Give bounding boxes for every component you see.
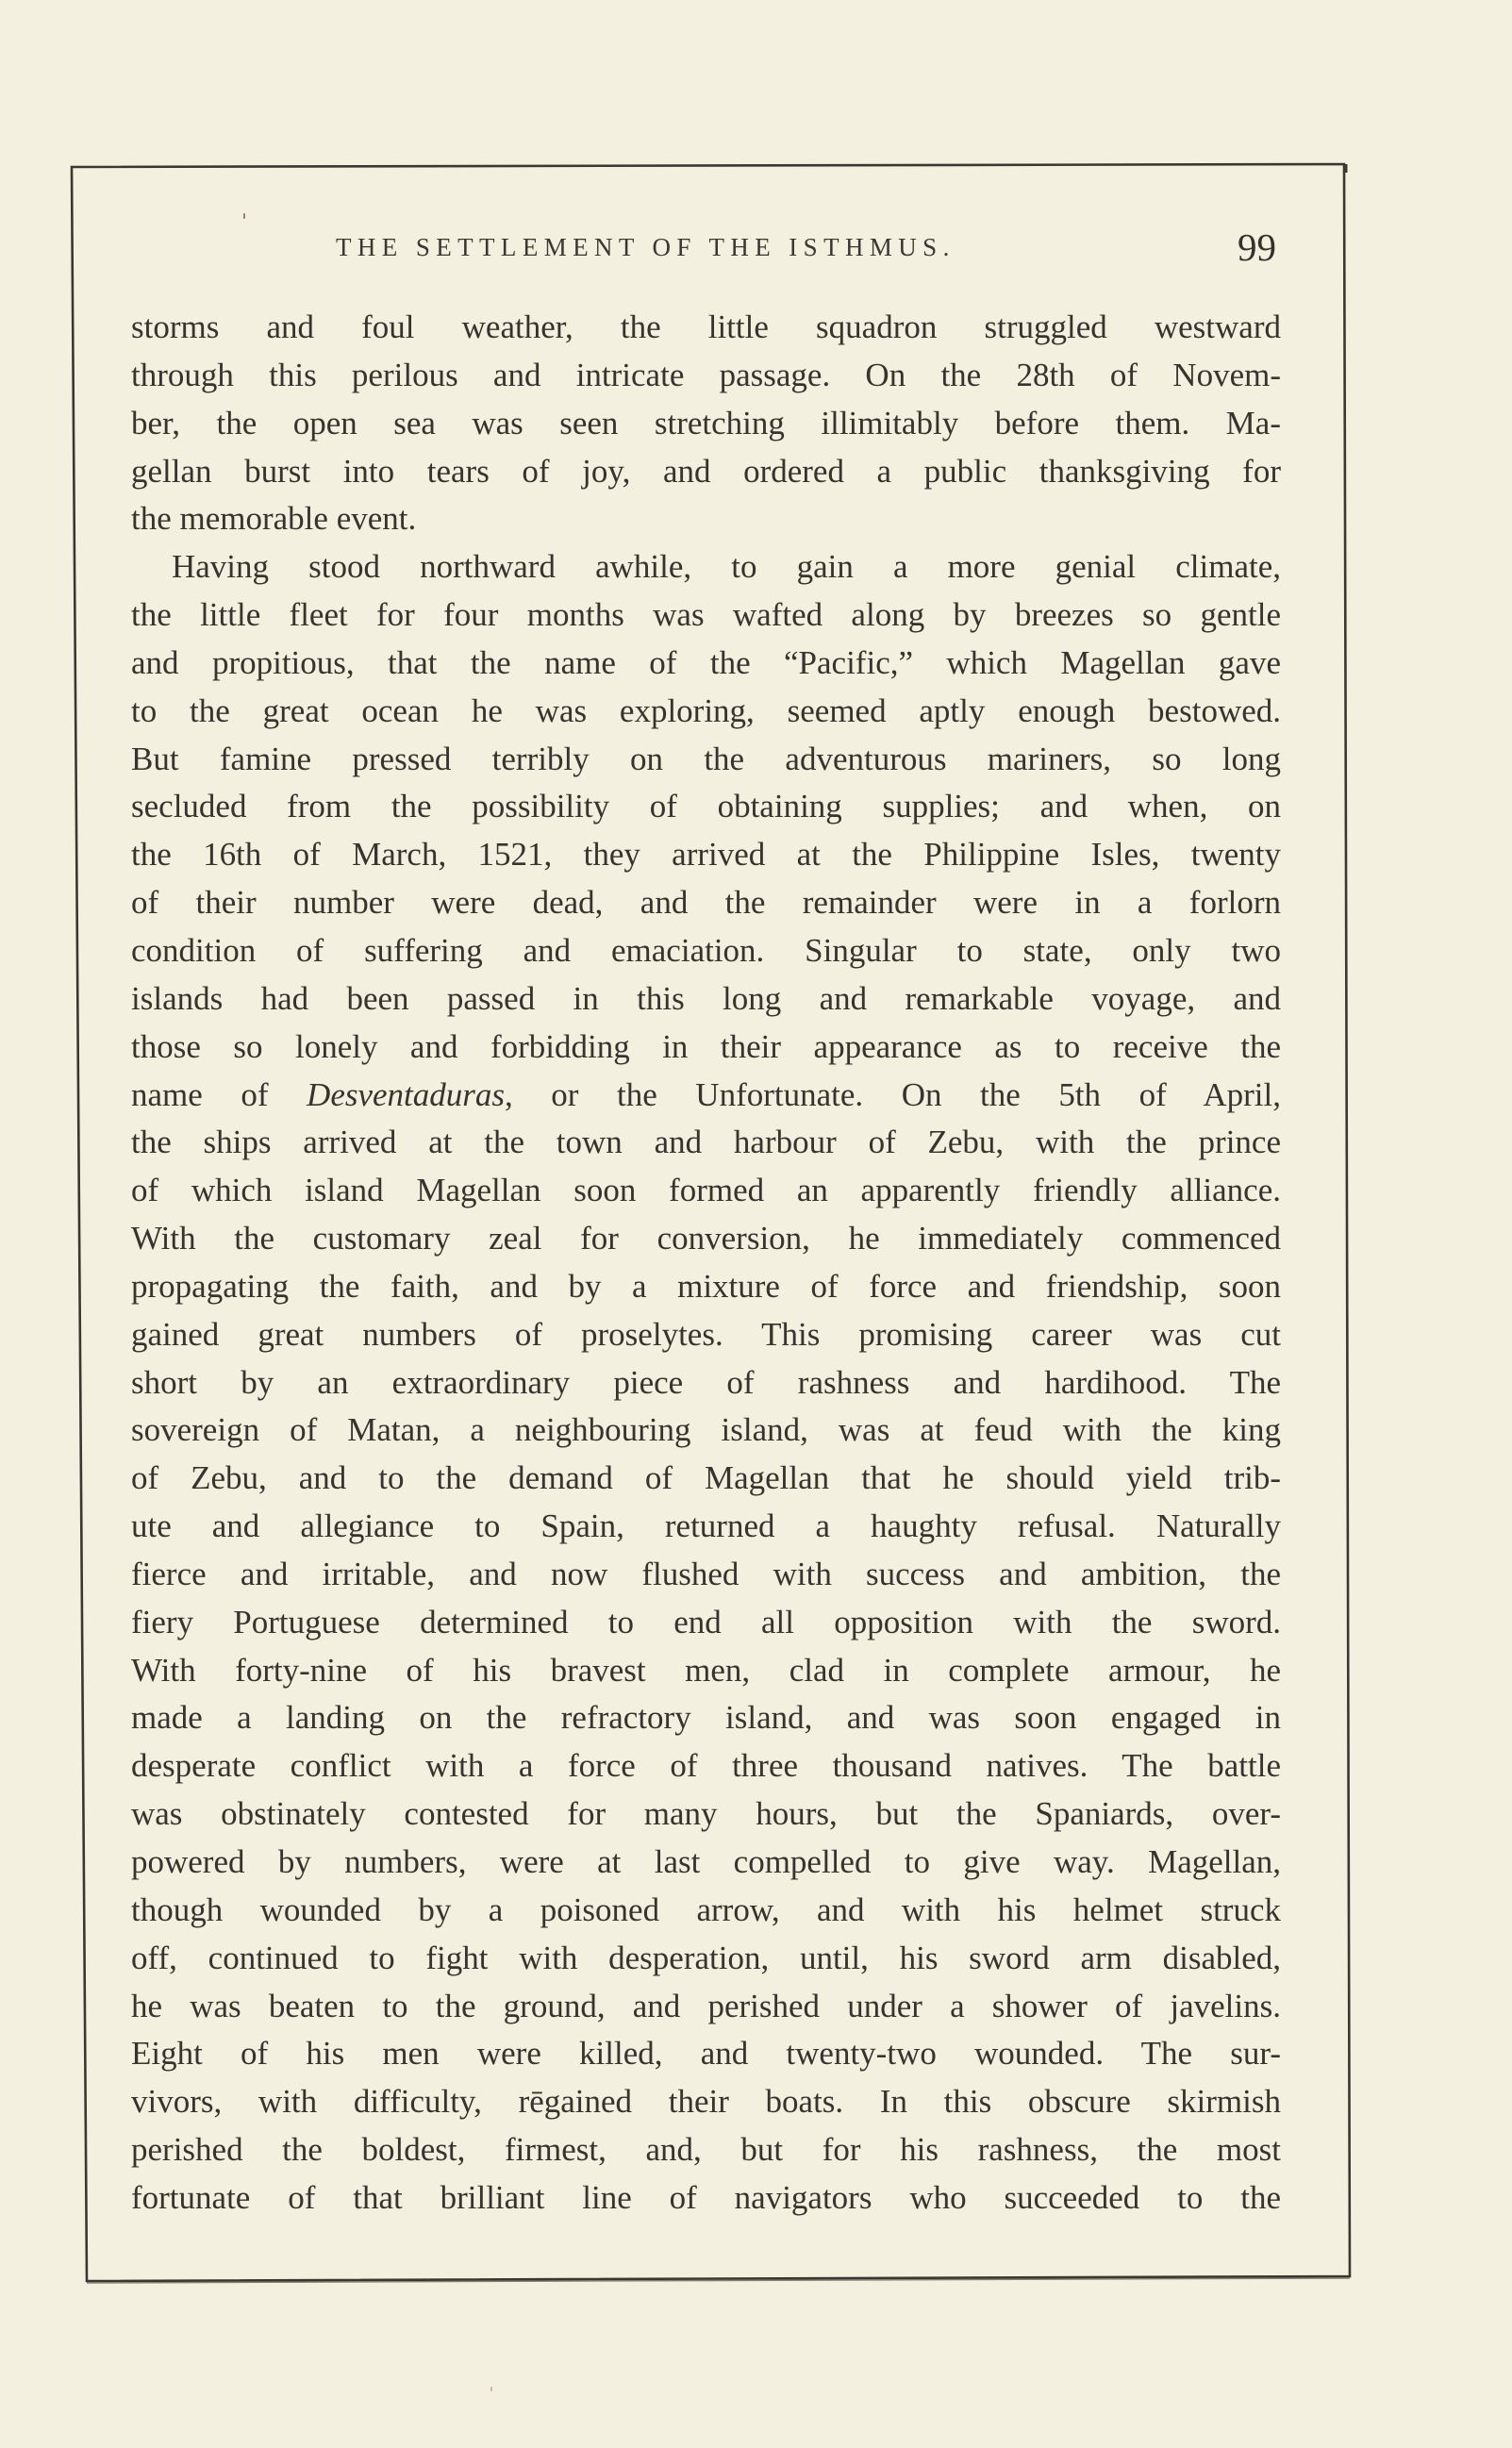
text-line: With the customary zeal for conversion, he immediately commenced: [131, 1220, 1281, 1257]
text-line: short by an extraordinary piece of rashness and hardihood. The: [131, 1363, 1281, 1401]
body-text: [131, 308, 1281, 2226]
text-line: But famine pressed terribly on the adventurous mariners, so long: [131, 740, 1281, 777]
text-line: through this perilous and intricate passage. On the 28th of Novem-: [131, 356, 1281, 393]
text-line: made a landing on the refractory island, and was soon engaged in: [131, 1699, 1281, 1737]
text-line: Having stood northward awhile, to gain a more genial climate,: [172, 548, 1281, 586]
text-line: of Zebu, and to the demand of Magellan that he should yield trib-: [131, 1459, 1281, 1497]
text-line: the ships arrived at the town and harbour of Zebu, with the prince: [131, 1124, 1281, 1161]
text-line: Eight of his men were killed, and twenty-two wounded. The sur-: [131, 2035, 1281, 2073]
text-line: gellan burst into tears of joy, and ordered a public thanksgiving for: [131, 452, 1281, 490]
text-line: perished the boldest, firmest, and, but for his rashness, the most: [131, 2131, 1281, 2169]
text-line: off, continued to fight with desperation, until, his sword arm disabled,: [131, 1939, 1281, 1976]
running-head: THE SETTLEMENT OF THE ISTHMUS.: [336, 233, 955, 261]
text-line: islands had been passed in this long and remarkable voyage, and: [131, 979, 1281, 1017]
text-line: powered by numbers, were at last compelled to give way. Magellan,: [131, 1843, 1281, 1880]
text-line: was obstinately contested for many hours, but the Spaniards, over-: [131, 1795, 1281, 1833]
page-number: 99: [1238, 225, 1276, 269]
text-line: sovereign of Matan, a neighbouring island, was at feud with the king: [131, 1411, 1281, 1449]
text-line: ber, the open sea was seen stretching illimitably before them. Ma-: [131, 404, 1281, 441]
text-line: gained great numbers of proselytes. This promising career was cut: [131, 1315, 1281, 1353]
text-line: ute and allegiance to Spain, returned a haughty refusal. Naturally: [131, 1507, 1281, 1545]
text-line: secluded from the possibility of obtaining supplies; and when, on: [131, 788, 1281, 825]
text-line-with-italic: [131, 1075, 1281, 1124]
text-line: those so lonely and forbidding in their appearance as to receive the: [131, 1027, 1281, 1065]
text-line: vivors, with difficulty, rēgained their boats. In this obscure skirmish: [131, 2083, 1281, 2121]
text-segment: name of: [131, 1075, 307, 1113]
text-line: condition of suffering and emaciation. Singular to state, only two: [131, 931, 1281, 969]
italic-term: Desventaduras: [307, 1075, 506, 1113]
text-line: and propitious, that the name of the “Pacific,” which Magellan gave: [131, 643, 1281, 681]
text-line: to the great ocean he was exploring, seemed aptly enough bestowed.: [131, 691, 1281, 729]
text-line: propagating the faith, and by a mixture of force and friendship, soon: [131, 1267, 1281, 1305]
text-line: of their number were dead, and the remainder were in a forlorn: [131, 884, 1281, 922]
text-segment: , or the Unfortunate. On the 5th of April,: [505, 1075, 1281, 1113]
text-line: fortunate of that brilliant line of navigators who succeeded to the: [131, 2178, 1281, 2216]
text-line: the memorable event.: [131, 500, 417, 538]
text-line: he was beaten to the ground, and perished under a shower of javelins.: [131, 1987, 1281, 2024]
text-line: With forty-nine of his bravest men, clad in complete armour, he: [131, 1651, 1281, 1689]
text-line: the 16th of March, 1521, they arrived at the Philippine Isles, twenty: [131, 836, 1281, 874]
text-line: storms and foul weather, the little squadron struggled westward: [131, 308, 1281, 345]
text-line: of which island Magellan soon formed an apparently friendly alliance.: [131, 1172, 1281, 1209]
text-line: fiery Portuguese determined to end all opposition with the sword.: [131, 1603, 1281, 1640]
text-line: though wounded by a poisoned arrow, and with his helmet struck: [131, 1890, 1281, 1928]
text-line: desperate conflict with a force of three thousand natives. The battle: [131, 1747, 1281, 1785]
ink-speck: [243, 213, 245, 219]
text-line: fierce and irritable, and now flushed with success and ambition, the: [131, 1555, 1281, 1592]
text-line: the little fleet for four months was wafted along by breezes so gentle: [131, 596, 1281, 634]
ink-speck: [490, 2387, 492, 2391]
